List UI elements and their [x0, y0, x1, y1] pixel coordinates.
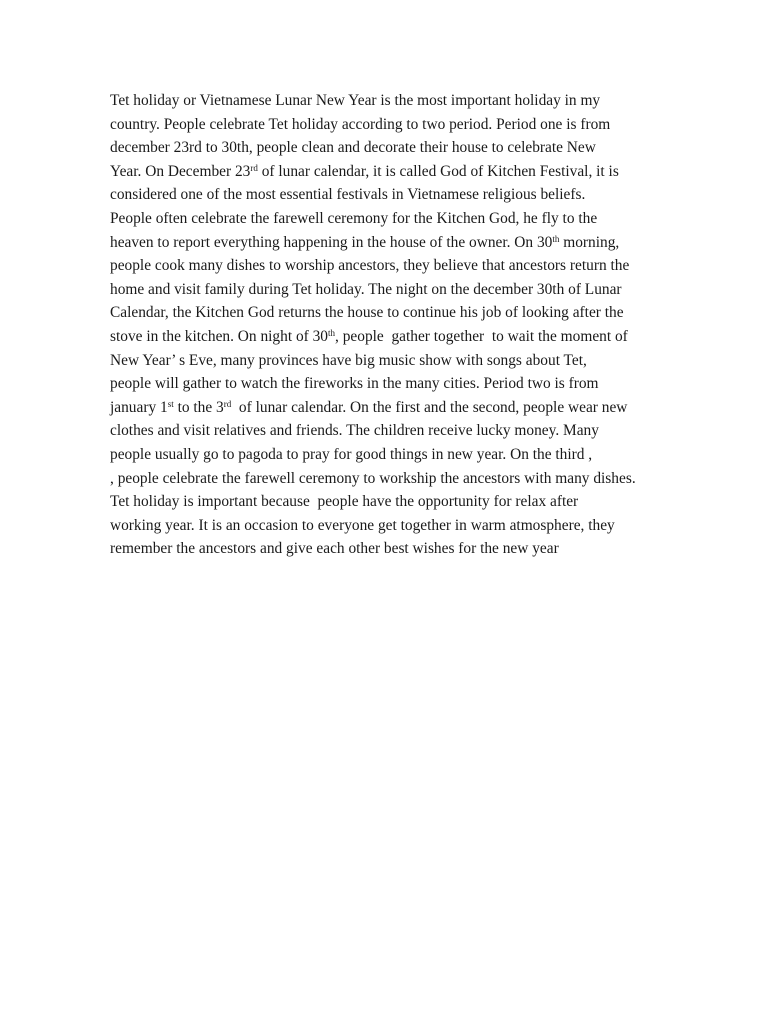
essay-paragraph [110, 89, 690, 561]
ordinal-suffix: rd [223, 398, 232, 409]
text-line: clothes and visit relatives and friends. The children receive lucky money. Many [110, 422, 599, 440]
text-line: people will gather to watch the fireworks in the many cities. Period two is from [110, 375, 599, 393]
text-line: january 1st to the 3rd of lunar calendar. On the first and the second, people wear new [110, 398, 628, 416]
ordinal-suffix: st [167, 398, 174, 409]
text-line: people cook many dishes to worship ancestors, they believe that ancestors return the [110, 257, 630, 275]
text-line: working year. It is an occasion to everyone get together in warm atmosphere, they [110, 516, 615, 534]
text-line: heaven to report everything happening in the house of the owner. On 30th morning, [110, 233, 620, 251]
ordinal-suffix: th [328, 328, 336, 338]
text-line: country. People celebrate Tet holiday according to two period. Period one is from [110, 115, 611, 133]
ordinal-suffix: rd [250, 162, 258, 173]
text-line: december 23rd to 30th, people clean and decorate their house to celebrate New [110, 139, 596, 157]
text-line: Calendar, the Kitchen God returns the house to continue his job of looking after the [110, 304, 624, 322]
text-line: people usually go to pagoda to pray for good things in new year. On the third , [110, 445, 593, 463]
text-line: home and visit family during Tet holiday. The night on the december 30th of Lunar [110, 280, 622, 298]
ordinal-suffix: th [552, 233, 560, 244]
text-line: People often celebrate the farewell ceremony for the Kitchen God, he fly to the [110, 209, 598, 227]
text-line: Tet holiday or Vietnamese Lunar New Year is the most important holiday in my [110, 92, 601, 109]
text-line: stove in the kitchen. On night of 30th, people gather together to wait the moment of [110, 327, 628, 345]
text-line: , people celebrate the farewell ceremony to workship the ancestors with many dishes. [110, 469, 636, 487]
text-line: remember the ancestors and give each other best wishes for the new year [110, 540, 559, 558]
text-line: Tet holiday is important because people have the opportunity for relax after [110, 493, 579, 511]
text-line: considered one of the most essential festivals in Vietnamese religious beliefs. [110, 186, 586, 204]
text-line: New Year’ s Eve, many provinces have big music show with songs about Tet, [110, 351, 587, 369]
text-line: Year. On December 23rd of lunar calendar, it is called God of Kitchen Festival, it is [110, 162, 619, 180]
